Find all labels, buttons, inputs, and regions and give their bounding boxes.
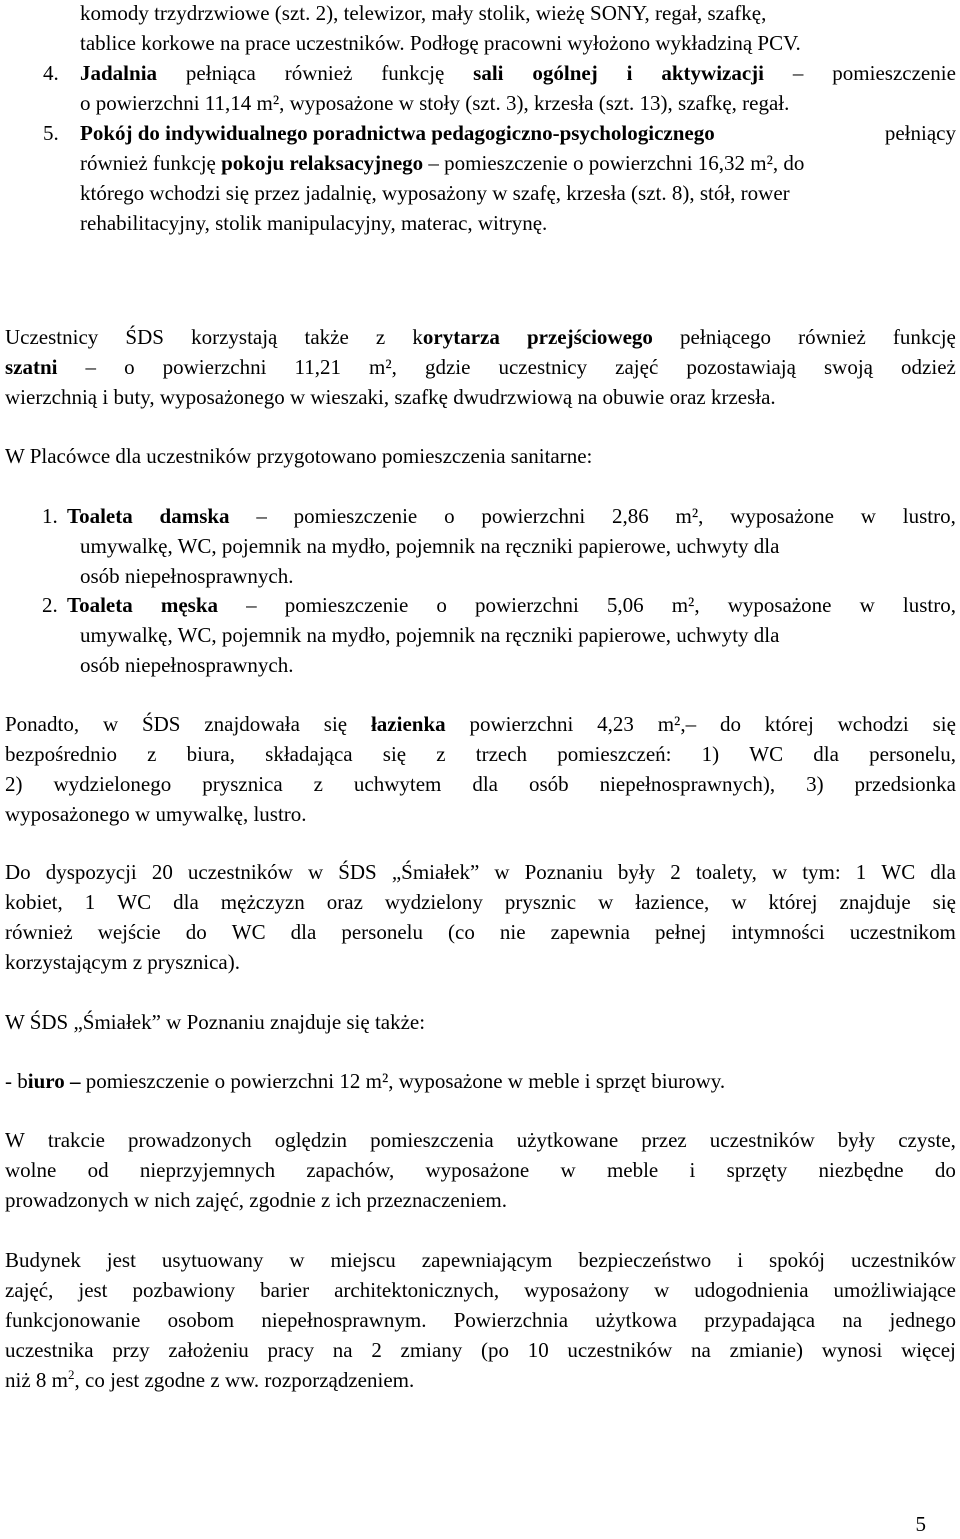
text-line: osób niepełnosprawnych. (80, 653, 294, 677)
word: której (768, 890, 818, 914)
word: niepełnosprawnych), (599, 772, 776, 796)
text-run: – pomieszczenie o powierzchni 16,32 m², do (423, 151, 805, 175)
word: w (771, 860, 788, 884)
word (412, 322, 499, 352)
word: z (436, 742, 446, 766)
text-line (5, 1335, 956, 1365)
text-line (5, 917, 956, 947)
word: przypadająca (704, 1308, 816, 1332)
word: jest (106, 1248, 136, 1272)
word: prysznica (202, 772, 283, 796)
word: 1 (855, 860, 867, 884)
word: spokój (769, 1248, 826, 1272)
word: W (5, 1128, 25, 1152)
word: m², (675, 504, 704, 528)
word: użytkowa (595, 1308, 677, 1332)
text-line: tablice korkowe na prace uczestników. Podłogę pracowni wyłożono wykładziną PCV. (80, 31, 801, 55)
word: Uczestnicy (5, 325, 99, 349)
text-run: k (412, 325, 423, 349)
word: uczestników (850, 1248, 956, 1272)
text-run: niż 8 m (5, 1368, 68, 1392)
word: ogólnej (532, 61, 598, 85)
text-line (5, 1245, 956, 1275)
text-line: wierzchnią i buty, wyposażonego w wieszaki, szafkę dwudrzwiową na obuwie oraz krzesła. (5, 385, 776, 409)
word: w (598, 890, 614, 914)
list-number: 5. (43, 121, 59, 145)
word: Powierzchnia (453, 1308, 569, 1332)
word: wydzielony (384, 890, 483, 914)
word: intymności (731, 920, 825, 944)
word: Poznaniu (524, 860, 603, 884)
text-line (5, 769, 956, 799)
text-line: W ŚDS „Śmiałek” w Poznaniu znajduje się także: (5, 1010, 426, 1034)
text-line (5, 1365, 956, 1395)
word: o (436, 593, 447, 617)
word: przejściowego (526, 325, 653, 349)
word: – (246, 593, 257, 617)
text-line: prowadzonych w nich zajęć, zgodnie z ich przeznaczeniem. (5, 1188, 507, 1212)
list-number: 1. (42, 504, 58, 528)
word: zmiany (400, 1338, 463, 1362)
word: od (87, 1158, 109, 1182)
word: dyspozycji (45, 860, 137, 884)
word: łazience, (635, 890, 710, 914)
word: kobiet, (5, 890, 63, 914)
word: Ponadto, (5, 712, 80, 736)
word: „Śmiałek” (391, 860, 480, 884)
word: ŚDS (338, 860, 377, 884)
word: pomieszczenie (284, 593, 409, 617)
word: – (792, 61, 804, 85)
word: w (654, 1278, 670, 1302)
word: wolne (5, 1158, 57, 1182)
text-line (5, 322, 956, 352)
word: ŚDS (141, 712, 181, 736)
word: jest (78, 1278, 108, 1302)
word: lustro, (902, 593, 956, 617)
word: pracy (267, 1338, 315, 1362)
word: nie (499, 920, 526, 944)
text-line: którego wchodzi się przez jadalnię, wyposażony w szafę, krzesła (szt. 8), stół, rower (80, 181, 790, 205)
word: 11,21 (294, 355, 341, 379)
word: tym: (802, 860, 841, 884)
word: personelu, (869, 742, 956, 766)
word: uczestników (709, 1128, 815, 1152)
text-line (5, 709, 956, 739)
word: pozostawiają (686, 355, 796, 379)
text-line (5, 1275, 956, 1305)
word: funkcję (892, 325, 956, 349)
text-line (5, 1066, 956, 1096)
word: założeniu (168, 1338, 249, 1362)
word: o (124, 355, 135, 379)
text-line: wyposażonego w umywalkę, lustro. (5, 802, 307, 826)
word: pełniącego (680, 325, 771, 349)
word: z (313, 772, 323, 796)
word: 4,23 (597, 712, 634, 736)
word: pomieszczenia (370, 1128, 494, 1152)
text-line (5, 1125, 956, 1155)
word: miejscu (330, 1248, 396, 1272)
word: w (860, 504, 876, 528)
word: się (932, 712, 956, 736)
word: do (934, 1158, 956, 1182)
word: również (798, 325, 866, 349)
word: zmianie) (729, 1338, 804, 1362)
word: niepełnosprawnym. (261, 1308, 427, 1332)
word: pełniący (884, 121, 956, 145)
word: wyposażony (524, 1278, 630, 1302)
word: na (332, 1338, 353, 1362)
word: w (102, 712, 119, 736)
word: w (859, 593, 875, 617)
word: zajęć (615, 355, 659, 379)
word: 10 (527, 1338, 549, 1362)
word: składająca (265, 742, 353, 766)
word: bezpośrednio (5, 742, 117, 766)
word: damska (159, 504, 230, 528)
text-run: pomieszczenie o powierzchni 12 m², wyposażone w meble i sprzęt biurowy. (80, 1069, 726, 1093)
word: – (85, 355, 97, 379)
word: dla (813, 742, 839, 766)
word: były (837, 1128, 876, 1152)
word: prysznic (504, 890, 577, 914)
word: jednego (889, 1308, 956, 1332)
word: sprzęty (726, 1158, 788, 1182)
word: i (689, 1158, 696, 1182)
word: zapewniającym (421, 1248, 553, 1272)
word: pełniąca (185, 61, 256, 85)
word: uchwytem (353, 772, 442, 796)
text-line: o powierzchni 11,14 m², wyposażone w stoły (szt. 3), krzesła (szt. 13), szafkę, regał. (80, 91, 790, 115)
word: bezpieczeństwo (578, 1248, 712, 1272)
word: której (764, 712, 814, 736)
word: personelu (341, 920, 423, 944)
word: (po (481, 1338, 509, 1362)
word: aktywizacji (661, 61, 765, 85)
word: udogodnienia (694, 1278, 809, 1302)
word: na (691, 1338, 711, 1362)
text-line: W Placówce dla uczestników przygotowano pomieszczenia sanitarne: (5, 444, 593, 468)
word: architektonicznych, (334, 1278, 500, 1302)
text-line (5, 887, 956, 917)
word: wynosi (821, 1338, 883, 1362)
word: Budynek (5, 1248, 81, 1272)
word: nieprzyjemnych (139, 1158, 276, 1182)
word: powierzchni (162, 355, 267, 379)
word: trakcie (47, 1128, 105, 1152)
word: znajduje (839, 890, 911, 914)
text-line: komody trzydrzwiowe (szt. 2), telewizor, mały stolik, wieżę SONY, regał, szafkę, (80, 1, 767, 25)
word: m²,– (657, 712, 697, 736)
word: łazienka (370, 712, 446, 736)
word: 1 (84, 890, 96, 914)
word: wyposażone (727, 593, 832, 617)
word: oraz (326, 890, 363, 914)
word: w (494, 860, 510, 884)
word: o (444, 504, 455, 528)
word: do (185, 920, 207, 944)
word: WC (117, 890, 152, 914)
word: dla (930, 860, 956, 884)
word: 5,06 (606, 593, 644, 617)
text-line: umywalkę, WC, pojemnik na mydło, pojemnik na ręczniki papierowe, uchwyty dla (80, 534, 780, 558)
word: się (382, 742, 407, 766)
word: barier (260, 1278, 310, 1302)
word: znajdowała (204, 712, 300, 736)
word: pomieszczenie (832, 61, 956, 85)
word: 2,86 (611, 504, 649, 528)
word: do (719, 712, 741, 736)
word: pełnej (654, 920, 707, 944)
word: powierzchni (481, 504, 586, 528)
word: i (626, 61, 633, 85)
word: uczestnicy (498, 355, 588, 379)
word: WC (749, 742, 784, 766)
word: trzech (475, 742, 528, 766)
word: użytkowane (516, 1128, 619, 1152)
word: uczestników (567, 1338, 673, 1362)
text-run-bold: pokoju relaksacyjnego (221, 151, 424, 175)
word: m², (671, 593, 700, 617)
word: przez (641, 1128, 687, 1152)
word: na (842, 1308, 863, 1332)
word: lustro, (902, 504, 956, 528)
word: 2 (670, 860, 681, 884)
word: powierzchni (474, 593, 579, 617)
word: były (617, 860, 656, 884)
text-line (5, 352, 956, 382)
text-line (5, 1305, 956, 1335)
room-name: Pokój do indywidualnego poradnictwa pedagogiczno-psychologicznego (80, 121, 715, 145)
text-run-bold: iuro – (27, 1069, 81, 1093)
word: 2) (5, 772, 23, 796)
word: WC (231, 920, 266, 944)
word: i (737, 1248, 744, 1272)
word: usytuowany (161, 1248, 264, 1272)
word: Toaleta (67, 504, 133, 528)
text-run-bold: orytarza (422, 325, 500, 349)
word: pomieszczenie (293, 504, 418, 528)
word: prowadzonych (128, 1128, 252, 1152)
word: zapachów, (306, 1158, 395, 1182)
text-line (67, 590, 956, 620)
word: pozbawiony (132, 1278, 236, 1302)
word: ŚDS (125, 325, 164, 349)
word: szatni (5, 355, 58, 379)
word: powierzchni (469, 712, 574, 736)
text-line (80, 58, 956, 88)
text-line (5, 739, 956, 769)
word: – (256, 504, 267, 528)
word: sali (473, 61, 504, 85)
word: funkcjonowanie (5, 1308, 141, 1332)
text-run: - b (5, 1069, 28, 1093)
text-line (80, 148, 956, 178)
text-run: , co jest zgodne z ww. rozporządzeniem. (74, 1368, 415, 1392)
word: przedsionka (854, 772, 956, 796)
list-number: 2. (42, 593, 58, 617)
word: 2 (371, 1338, 382, 1362)
word: osób (528, 772, 569, 796)
word: również (284, 61, 353, 85)
word: pomieszczeń: (557, 742, 672, 766)
text-line (67, 501, 956, 531)
word: zapewnia (550, 920, 630, 944)
word: 20 (151, 860, 173, 884)
superscript: 2 (68, 1367, 75, 1382)
word: uczestnika (5, 1338, 94, 1362)
word: w (731, 890, 747, 914)
word: wydzielonego (53, 772, 172, 796)
word: meble (606, 1158, 659, 1182)
word: się (323, 712, 348, 736)
word: swoją (824, 355, 873, 379)
word: się (932, 890, 956, 914)
word: 3) (806, 772, 824, 796)
word: biura, (186, 742, 236, 766)
word: odzież (901, 355, 956, 379)
text-line: osób niepełnosprawnych. (80, 564, 294, 588)
list-number: 4. (43, 61, 59, 85)
word: w (289, 1248, 305, 1272)
word: uczestnikom (849, 920, 956, 944)
word: wyposażone (425, 1158, 530, 1182)
word: zajęć, (5, 1278, 54, 1302)
text-run: również funkcję (80, 151, 222, 175)
word: Do (5, 860, 31, 884)
word: wejście (97, 920, 161, 944)
page-number: 5 (915, 1512, 926, 1536)
word: przy (112, 1338, 150, 1362)
word: uczestników (187, 860, 293, 884)
word: (co (448, 920, 475, 944)
word: więcej (901, 1338, 956, 1362)
word: mężczyzn (220, 890, 305, 914)
word: z (147, 742, 157, 766)
text-line: umywalkę, WC, pojemnik na mydło, pojemnik na ręczniki papierowe, uchwyty dla (80, 623, 780, 647)
word: dla (472, 772, 498, 796)
word: czyste, (898, 1128, 956, 1152)
word: korzystają (191, 325, 278, 349)
word: wchodzi (837, 712, 909, 736)
text-line (5, 857, 956, 887)
word: w (560, 1158, 576, 1182)
word: 1) (701, 742, 720, 766)
room-name: Jadalnia (80, 61, 158, 85)
word: funkcję (381, 61, 445, 85)
text-line: rehabilitacyjny, stolik manipulacyjny, materac, witrynę. (80, 211, 548, 235)
word: m², (369, 355, 397, 379)
word: także (304, 325, 349, 349)
word: dla (290, 920, 317, 944)
word: wyposażone (730, 504, 834, 528)
word: toalety, (695, 860, 757, 884)
text-line (5, 1155, 956, 1185)
word: niezbędne (818, 1158, 904, 1182)
word: dla (173, 890, 199, 914)
word: osobom (167, 1308, 235, 1332)
word: gdzie (424, 355, 471, 379)
word: z (375, 325, 386, 349)
word: w (307, 860, 324, 884)
word: WC (881, 860, 916, 884)
word: męska (160, 593, 218, 617)
word: oględzin (274, 1128, 348, 1152)
word: również (5, 920, 73, 944)
text-line: korzystającym z prysznica). (5, 950, 240, 974)
word: umożliwiające (833, 1278, 956, 1302)
text-line (80, 118, 956, 148)
word: Toaleta (67, 593, 133, 617)
